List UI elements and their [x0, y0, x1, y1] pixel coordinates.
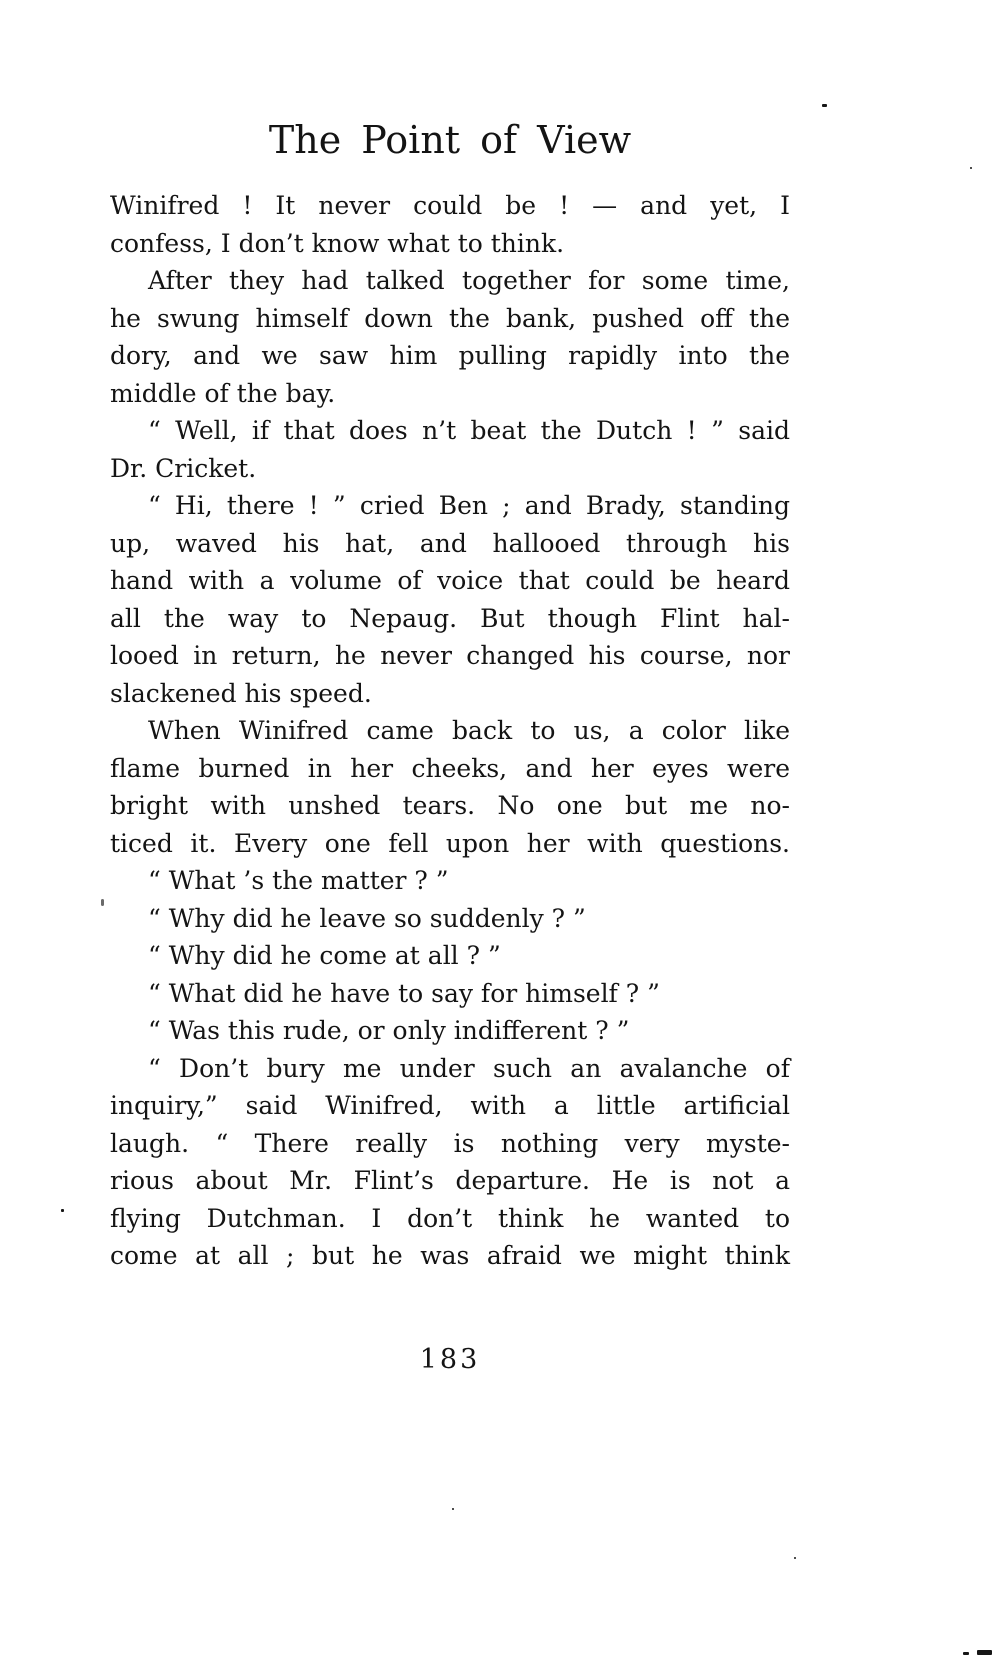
text-line: laugh. “ There really is nothing very myste- [110, 1128, 790, 1158]
text-line: all the way to Nepaug. But though Flint hal- [110, 603, 790, 633]
scan-speck [970, 167, 972, 169]
text-line: Dr. Cricket. [110, 453, 257, 483]
text-line: hand with a volume of voice that could be heard [110, 566, 790, 595]
text-line: dory, and we saw him pulling rapidly into the [110, 341, 790, 370]
body-text [110, 187, 790, 1275]
text-line: bright with unshed tears. No one but me no- [110, 791, 790, 820]
text-line: up, waved his hat, and hallooed through his [110, 528, 790, 558]
text-line: “ Was this rude, or only indifferent ? ” [148, 1016, 630, 1045]
text-line: inquiry,” said Winifred, with a little artificial [110, 1091, 790, 1120]
text-line: “ Hi, there ! ” cried Ben ; and Brady, standing [148, 491, 790, 520]
scan-speck [61, 1209, 64, 1212]
page-number: 183 [419, 1344, 481, 1375]
page-title: The Point of View [268, 118, 632, 162]
text-line: rious about Mr. Flint’s departure. He is not a [110, 1166, 790, 1195]
text-line: slackened his speed. [110, 678, 372, 708]
text-line: middle of the bay. [110, 378, 336, 408]
text-line: ticed it. Every one fell upon her with questions. [110, 828, 790, 858]
text-line: “ Why did he come at all ? ” [148, 941, 501, 970]
text-line: confess, I don’t know what to think. [110, 228, 565, 258]
text-line: “ Well, if that does n’t beat the Dutch ! ” said [148, 416, 790, 445]
text-line: “ Why did he leave so suddenly ? ” [148, 903, 586, 933]
text-line: Winifred ! It never could be ! — and yet, I [110, 191, 790, 220]
text-line: looed in return, he never changed his course, nor [110, 641, 790, 670]
scan-speck [822, 104, 827, 107]
scan-speck [963, 1652, 969, 1655]
scan-speck [794, 1557, 796, 1559]
text-line: he swung himself down the bank, pushed off the [110, 303, 790, 333]
text-line: come at all ; but he was afraid we might think [110, 1241, 790, 1270]
text-line: “ What ’s the matter ? ” [148, 866, 449, 895]
scan-speck [101, 899, 104, 906]
text-line: “ Don’t bury me under such an avalanche of [148, 1053, 790, 1083]
text-line: flame burned in her cheeks, and her eyes were [110, 753, 790, 783]
scan-speck [977, 1650, 992, 1655]
scan-speck [452, 1508, 454, 1510]
text-line: flying Dutchman. I don’t think he wanted to [110, 1203, 790, 1233]
text-line: “ What did he have to say for himself ? ” [148, 978, 660, 1008]
text-line: After they had talked together for some time, [148, 266, 790, 295]
text-line: When Winifred came back to us, a color like [148, 716, 790, 745]
